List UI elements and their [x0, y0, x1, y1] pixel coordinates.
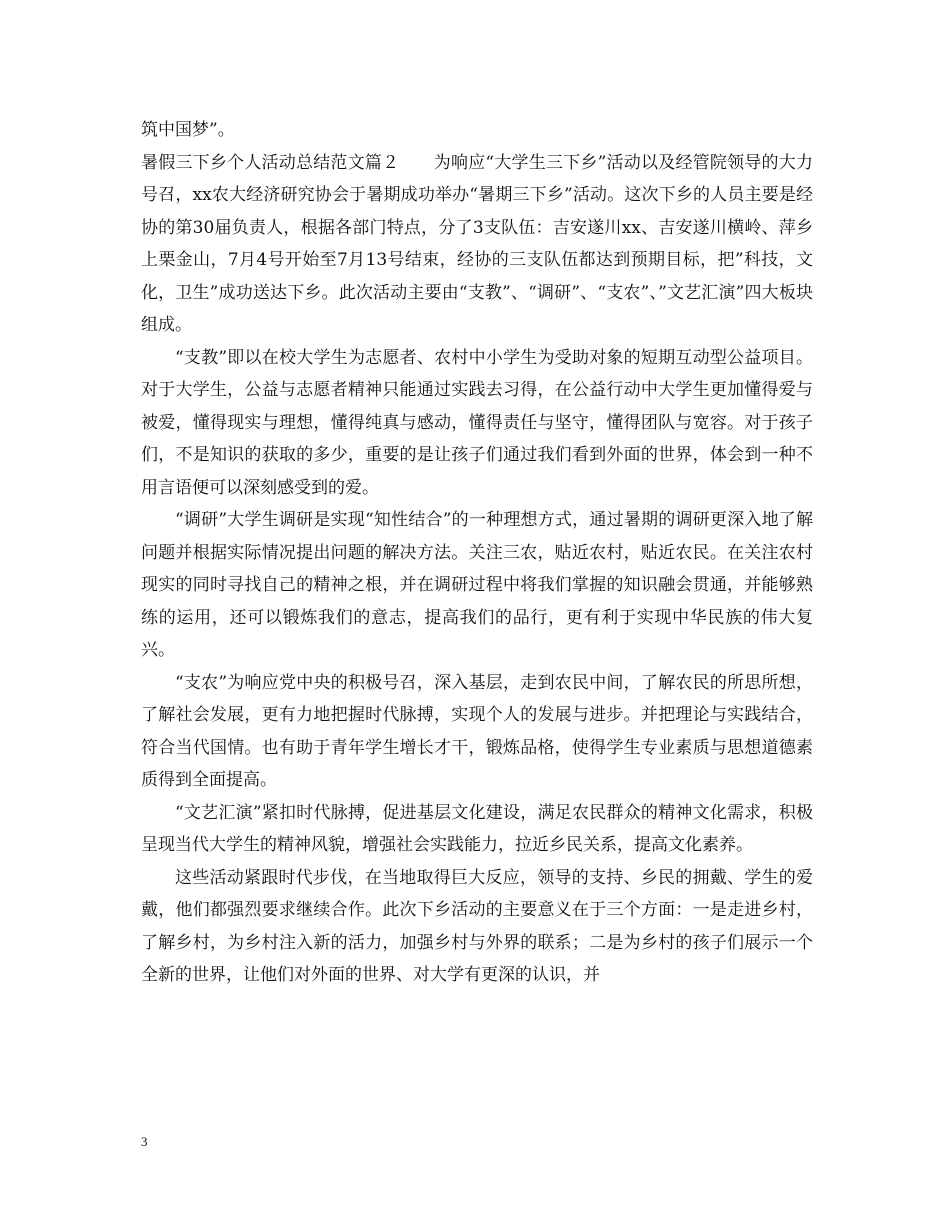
paragraph-continuation: 筑中国梦”。	[141, 120, 235, 140]
page-number: 3	[141, 1134, 148, 1149]
paragraph-diaoyan: “调研”大学生调研是实现“知性结合”的一种理想方式，通过暑期的调研更深入地了解问题并根据实际情况提出问题的解决方法。关注三农，贴近农村，贴近农民。在关注农村现实的同时寻找自己的精神之根，并在调研过程中将我们掌握的知识融会贯通，并能够熟练的运用，还可以锻炼我们的意志，提高我们的品行，更有利于实现中华民族的伟大复兴。	[141, 510, 813, 660]
paragraph-significance: 这些活动紧跟时代步伐，在当地取得巨大反应，领导的支持、乡民的拥戴、学生的爱戴，他们都强烈要求继续合作。此次下乡活动的主要意义在于三个方面：一是走进乡村，了解乡村，为乡村注入新的活力，加强乡村与外界的联系；二是为乡村的孩子们展示一个全新的世界，让他们对外面的世界、对大学有更深的认识，并	[141, 867, 813, 985]
paragraph-zhijiao: “支教”即以在校大学生为志愿者、农村中小学生为受助对象的短期互动型公益项目。对于大学生，公益与志愿者精神只能通过实践去习得，在公益行动中大学生更加懂得爱与被爱，懂得现实与理想，懂得纯真与感动，懂得责任与坚守，懂得团队与宽容。对于孩子们，不是知识的获取的多少，重要的是让孩子们通过我们看到外面的世界，体会到一种不用言语便可以深刻感受到的爱。	[141, 347, 813, 498]
paragraph-title-intro: 暑假三下乡个人活动总结范文篇２ 为响应“大学生三下乡”活动以及经管院领导的大力号召，xx农大经济研究协会于暑期成功举办“暑期三下乡”活动。这次下乡的人员主要是经协的第30届负责人，根据各部门特点，分了3支队伍：吉安遂川xx、吉安遂川横岭、萍乡上栗金山，7月4号开始至7月13号结束，经协的三支队伍都达到预期目标，把”科技，文化，卫生”成功送达下乡。此次活动主要由“支教”、“调研”、“支农”、”文艺汇演”四大板块组成。	[141, 152, 813, 335]
paragraph-wenyi: “文艺汇演”紧扣时代脉搏，促进基层文化建设，满足农民群众的精神文化需求，积极呈现当代大学生的精神风貌，增强社会实践能力，拉近乡民关系，提高文化素养。	[141, 802, 813, 855]
paragraph-zhinong: “支农”为响应党中央的积极号召，深入基层，走到农民中间，了解农民的所思所想，了解社会发展，更有力地把握时代脉搏，实现个人的发展与进步。并把理论与实践结合，符合当代国情。也有助于青年学生增长才干，锻炼品格，使得学生专业素质与思想道德素质得到全面提高。	[141, 672, 813, 790]
document-body	[141, 114, 813, 992]
